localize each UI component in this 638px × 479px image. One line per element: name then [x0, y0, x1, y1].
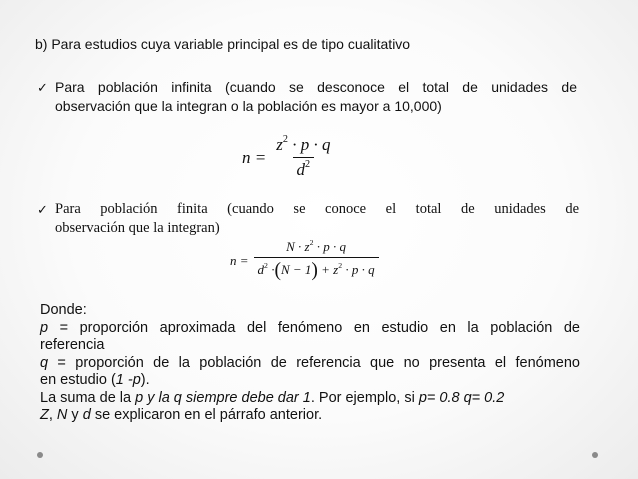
formula1-fraction — [272, 135, 334, 180]
def-p-line2: referencia — [40, 337, 105, 353]
nav-dot-icon[interactable] — [592, 452, 598, 458]
formula2-numerator: $N \cdot z^2 \cdot p \cdot q$ — [286, 237, 347, 254]
sum-note: La suma de la p y la q siempre debe dar 1. Por ejemplo, si p= 0.8 q= 0.2 — [40, 389, 505, 406]
variables-note: Z, N y d se explicaron en el párrafo anterior. — [40, 407, 323, 423]
bullet-infinite-population — [37, 78, 577, 116]
bullet1-line1: Para población infinita (cuando se desconoce el total de unidades de — [55, 79, 577, 95]
formula1-denominator: $d^2$ — [293, 157, 315, 180]
bullet-finite-population — [37, 200, 579, 238]
def-q-line2: en estudio (1 -p). — [40, 372, 150, 388]
formula1-lhs: n = — [242, 147, 267, 167]
definitions-block — [40, 302, 580, 425]
def-p-line1: p = proporción aproximada del fenómeno en estudio en la población de — [40, 319, 580, 336]
bullet1-line2: observación que la integran o la población es mayor a 10,000) — [55, 98, 442, 114]
nav-dot-icon[interactable] — [37, 452, 43, 458]
check-icon: ✓ — [37, 202, 48, 217]
formula1-numerator: $z^2 \cdot p \cdot q$ — [276, 133, 331, 154]
formula-infinite — [242, 135, 334, 180]
check-icon: ✓ — [37, 80, 48, 95]
formula2-lhs: n = — [230, 252, 249, 268]
bullet2-line1: Para población finita (cuando se conoce el total de unidades de — [55, 201, 579, 217]
donde-title: Donde: — [40, 302, 87, 318]
def-q-line1: q = proporción de la población de referencia que no presenta el fenómeno — [40, 354, 580, 371]
bullet2-line2: observación que la integran) — [55, 220, 220, 236]
formula2-denominator: $d^2 \cdot(N - 1) + z^2 \cdot p \cdot q$ — [254, 257, 379, 282]
section-heading: b) Para estudios cuya variable principal es de tipo cualitativo — [35, 36, 411, 52]
formula2-fraction — [254, 239, 379, 282]
formula-finite — [230, 239, 379, 282]
